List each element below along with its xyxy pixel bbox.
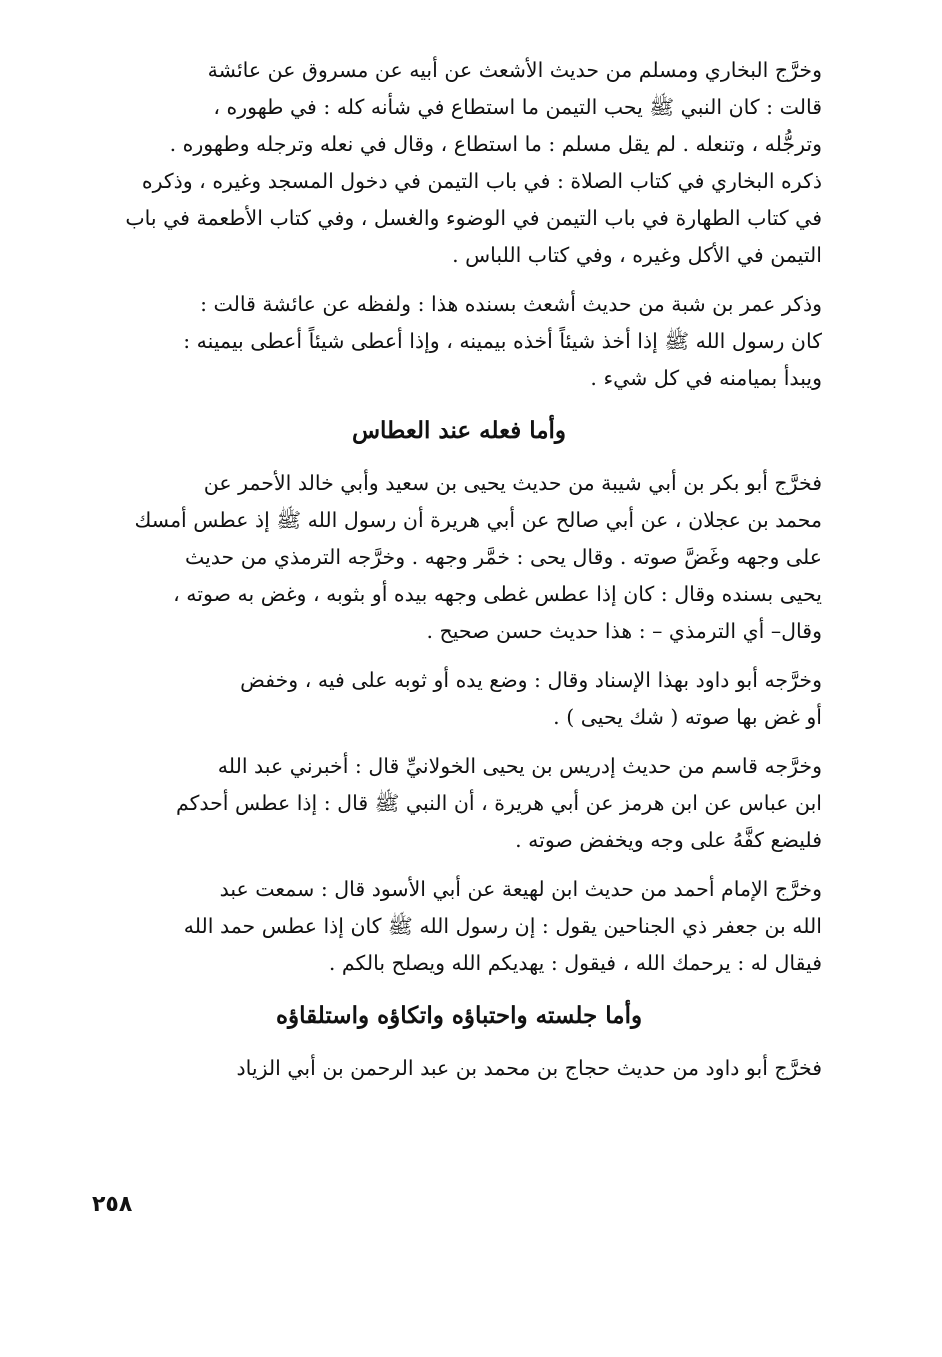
text-line: على وجهه وغَضَّ صوته . وقال يحى : خمَّر وجهه . وخرَّجه الترمذي من حديث bbox=[184, 545, 822, 569]
text-line: وخرَّجه قاسم من حديث إدريس بن يحيى الخولانيِّ قال : أخبرني عبد الله bbox=[217, 754, 822, 778]
text-line: وخرَّج الإمام أحمد من حديث ابن لهيعة عن أبي الأسود قال : سمعت عبد bbox=[219, 877, 822, 901]
text-line: في كتاب الطهارة في باب التيمن في الوضوء والغسل ، وفي كتاب الأطعمة في باب bbox=[125, 206, 822, 230]
text-line: الله بن جعفر ذي الجناحين يقول : إن رسول الله ﷺ كان إذا عطس حمد الله bbox=[183, 914, 822, 938]
text-line: أو غض بها صوته ( شك يحيى ) . bbox=[553, 705, 822, 729]
text-line: ويبدأ بميامنه في كل شيء . bbox=[590, 366, 822, 390]
text-line: وذكر عمر بن شبة من حديث أشعث بسنده هذا : ولفظه عن عائشة قالت : bbox=[200, 292, 822, 316]
text-line: محمد بن عجلان ، عن أبي صالح عن أبي هريرة أن رسول الله ﷺ إذ عطس أمسك bbox=[134, 508, 822, 532]
paragraph-umar-shabba bbox=[96, 286, 822, 397]
text-line: وخرَّج البخاري ومسلم من حديث الأشعث عن أبيه عن مسروق عن عائشة bbox=[207, 58, 822, 82]
text-line: كان رسول الله ﷺ إذا أخذ شيئاً أخذه بيمينه ، وإذا أعطى شيئاً أعطى بيمينه : bbox=[183, 329, 822, 353]
text-line: ابن عباس عن ابن هرمز عن أبي هريرة ، أن النبي ﷺ قال : إذا عطس أحدكم bbox=[175, 791, 822, 815]
text-line: وترجُّله ، وتنعله . لم يقل مسلم : ما استطاع ، وقال في نعله وترجله وطهوره . bbox=[169, 132, 822, 156]
text-line: التيمن في الأكل وغيره ، وفي كتاب اللباس . bbox=[452, 243, 822, 267]
paragraph-qasim bbox=[96, 748, 822, 859]
paragraph-abu-dawud bbox=[96, 662, 822, 736]
paragraph-abu-dawud-hajjaj bbox=[96, 1050, 822, 1087]
text-line: فيقال له : يرحمك الله ، فيقول : يهديكم الله ويصلح بالكم . bbox=[328, 951, 822, 975]
page-number: ٢٥٨ bbox=[92, 1192, 133, 1217]
text-line: ذكره البخاري في كتاب الصلاة : في باب التيمن في دخول المسجد وغيره ، وذكره bbox=[141, 169, 822, 193]
section-heading-sneezing: وأما فعله عند العطاس bbox=[351, 417, 567, 444]
text-line: يحيى بسنده وقال : كان إذا عطس غطى وجهه بيده أو بثوبه ، وغض به صوته ، bbox=[173, 582, 822, 606]
text-line: فليضع كفَّهُ على وجه ويخفض صوته . bbox=[515, 828, 822, 852]
text-line: وقال– أي الترمذي – : هذا حديث حسن صحيح . bbox=[426, 619, 822, 643]
section-heading-sitting: وأما جلسته واحتباؤه واتكاؤه واستلقاؤه bbox=[275, 1002, 643, 1029]
page-body bbox=[96, 52, 822, 1087]
text-line: وخرَّجه أبو داود بهذا الإسناد وقال : وضع يده أو ثوبه على فيه ، وخفض bbox=[240, 668, 822, 692]
paragraph-ahmad bbox=[96, 871, 822, 982]
paragraph-abu-bakr bbox=[96, 465, 822, 650]
text-line: فخرَّج أبو بكر بن أبي شيبة من حديث يحيى بن سعيد وأبي خالد الأحمر عن bbox=[203, 471, 822, 495]
paragraph-bukhari-tayammun bbox=[96, 52, 822, 274]
text-line: قالت : كان النبي ﷺ يحب التيمن ما استطاع في شأنه كله : في طهوره ، bbox=[213, 95, 822, 119]
text-line: فخرَّج أبو داود من حديث حجاج بن محمد بن عبد الرحمن بن أبي الزياد bbox=[236, 1056, 822, 1080]
